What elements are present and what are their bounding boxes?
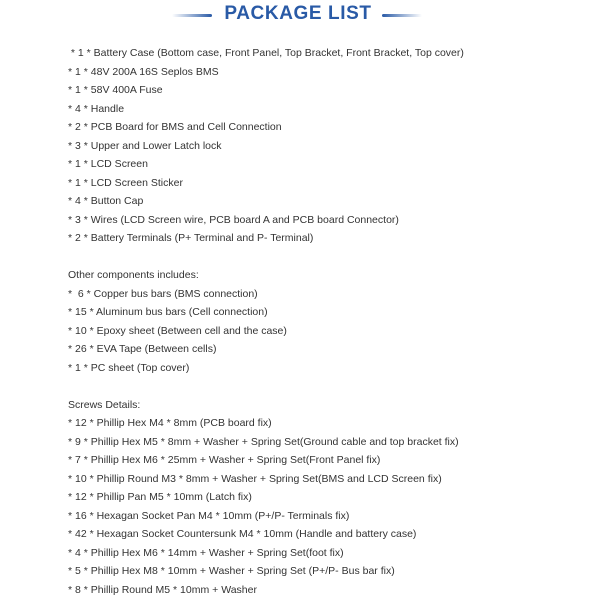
other-component-item: * 6 * Copper bus bars (BMS connection) <box>68 287 258 300</box>
other-component-item: * 10 * Epoxy sheet (Between cell and the case) <box>68 324 287 337</box>
other-component-item: * 1 * PC sheet (Top cover) <box>68 361 190 374</box>
screws-heading: Screws Details: <box>68 398 141 411</box>
screw-item: * 8 * Phillip Round M5 * 10mm + Washer <box>68 583 257 596</box>
page-title: PACKAGE LIST <box>224 3 372 24</box>
other-components-section <box>68 266 588 377</box>
package-item: * 2 * Battery Terminals (P+ Terminal and P- Terminal) <box>68 232 314 244</box>
screw-item: * 4 * Phillip Hex M6 * 14mm + Washer + Spring Set(foot fix) <box>68 546 344 559</box>
screw-item: * 16 * Hexagan Socket Pan M4 * 10mm (P+/P- Terminals fix) <box>68 509 350 522</box>
section-spacer <box>68 248 588 267</box>
package-list-header <box>0 2 600 26</box>
screw-item: * 10 * Phillip Round M3 * 8mm + Washer + Spring Set(BMS and LCD Screen fix) <box>68 472 442 485</box>
package-item: * 3 * Wires (LCD Screen wire, PCB board A and PCB board Connector) <box>68 213 399 226</box>
package-item: * 1 * 58V 400A Fuse <box>68 84 163 96</box>
screw-item: * 5 * Phillip Hex M8 * 10mm + Washer + Spring Set (P+/P- Bus bar fix) <box>68 565 395 577</box>
package-item: * 1 * 48V 200A 16S Seplos BMS <box>68 65 219 78</box>
screw-item: * 12 * Phillip Hex M4 * 8mm (PCB board fix) <box>68 417 272 429</box>
screw-item: * 7 * Phillip Hex M6 * 25mm + Washer + Spring Set(Front Panel fix) <box>68 454 381 466</box>
package-item: * 4 * Button Cap <box>68 195 144 207</box>
package-item: * 1 * LCD Screen <box>68 158 148 170</box>
section-spacer <box>68 377 588 396</box>
package-item: * 3 * Upper and Lower Latch lock <box>68 139 222 152</box>
header-rule-left <box>172 14 212 17</box>
screw-item: * 9 * Phillip Hex M5 * 8mm + Washer + Spring Set(Ground cable and top bracket fix) <box>68 435 459 448</box>
package-item: * 4 * Handle <box>68 102 125 115</box>
other-component-item: * 15 * Aluminum bus bars (Cell connection) <box>68 306 268 318</box>
screw-item: * 12 * Phillip Pan M5 * 10mm (Latch fix) <box>68 491 252 503</box>
screw-item: * 42 * Hexagan Socket Countersunk M4 * 10mm (Handle and battery case) <box>68 528 417 540</box>
package-items-list <box>68 44 588 248</box>
package-item: * 2 * PCB Board for BMS and Cell Connection <box>68 121 282 133</box>
package-list-content <box>68 44 588 599</box>
other-component-item: * 26 * EVA Tape (Between cells) <box>68 343 217 355</box>
package-item: * 1 * LCD Screen Sticker <box>68 176 183 189</box>
header-rule-right <box>382 14 422 17</box>
screws-section <box>68 396 588 600</box>
package-item: * 1 * Battery Case (Bottom case, Front Panel, Top Bracket, Front Bracket, Top cover) <box>68 47 464 59</box>
other-components-heading: Other components includes: <box>68 269 199 281</box>
